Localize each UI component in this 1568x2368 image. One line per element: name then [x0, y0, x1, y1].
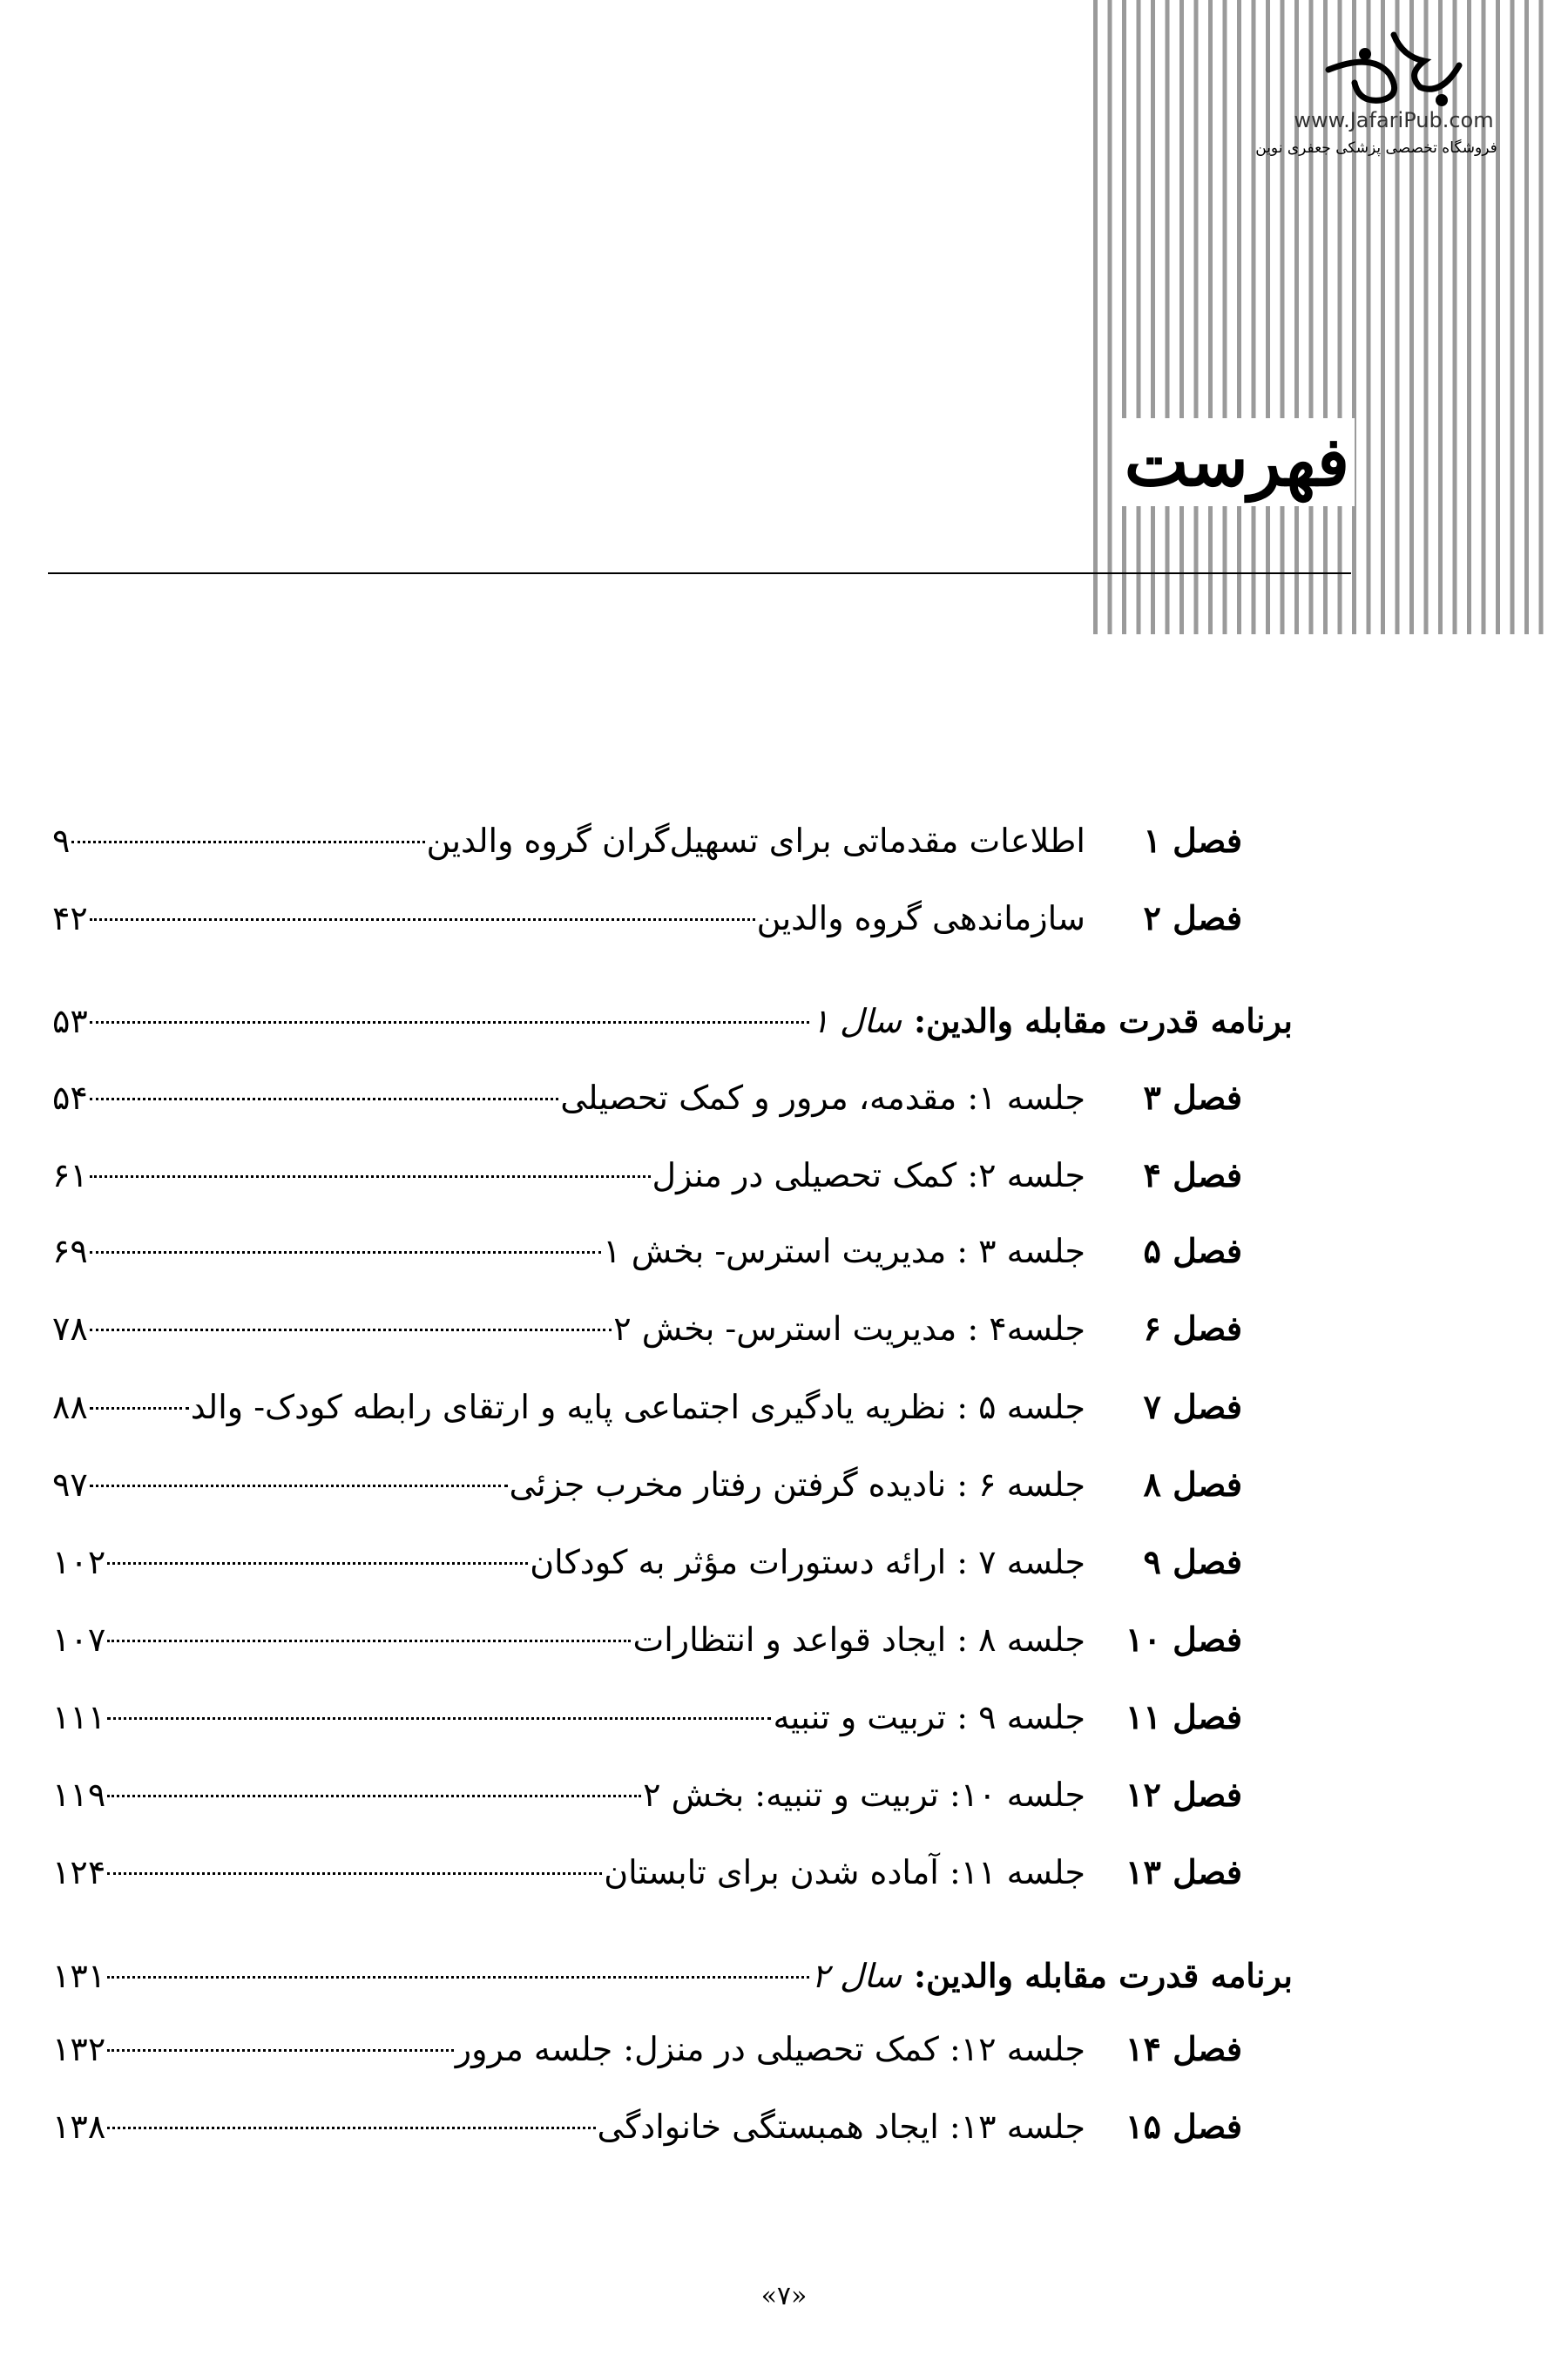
entry-page-number: ۶۹	[52, 1232, 88, 1270]
entry-title: جلسه ۱۳: ایجاد همبستگی خانوادگی	[597, 2108, 1085, 2146]
entry-page-number: ۸۸	[52, 1388, 88, 1426]
dot-leader	[107, 1976, 809, 1979]
chapter-label: فصل ۸	[1143, 1465, 1242, 1504]
toc-part-heading[interactable]	[52, 1950, 1293, 2002]
dot-leader	[107, 2127, 595, 2129]
entry-title: برنامه قدرت مقابله والدین:	[914, 1956, 1293, 1995]
toc-entry[interactable]	[52, 815, 1242, 867]
dot-leader	[107, 1795, 641, 1797]
chapter-label: فصل ۹	[1143, 1542, 1242, 1581]
entry-page-number: ۵۳	[52, 1002, 88, 1040]
toc-entry[interactable]	[52, 1225, 1242, 1277]
dot-leader	[107, 1717, 771, 1720]
entry-page-number: ۱۳۸	[52, 2108, 106, 2146]
chapter-label: فصل ۵	[1143, 1231, 1242, 1270]
entry-title: جلسه ۲: کمک تحصیلی در منزل	[652, 1156, 1085, 1194]
entry-title: جلسه ۹ : تربیت و تنبیه	[773, 1698, 1085, 1736]
toc-entry[interactable]	[52, 1072, 1242, 1124]
title-divider	[48, 572, 1351, 574]
logo-url: www.JafariPub.com	[1294, 108, 1494, 132]
dot-leader	[90, 1021, 810, 1024]
dot-leader	[71, 841, 424, 843]
dot-leader	[90, 1485, 508, 1487]
toc-entry[interactable]	[52, 2023, 1242, 2075]
chapter-label: فصل ۳	[1143, 1078, 1242, 1117]
dot-leader	[90, 1098, 558, 1100]
toc-entry[interactable]	[52, 1536, 1242, 1588]
chapter-label: فصل ۱	[1143, 821, 1242, 860]
entry-title: جلسه ۵ : نظریه یادگیری اجتماعی پایه و ارتقای رابطه کودک- والد	[190, 1388, 1085, 1426]
toc-entry[interactable]	[52, 892, 1242, 944]
entry-title: جلسه ۶ : نادیده گرفتن رفتار مخرب جزئی	[509, 1465, 1085, 1504]
dot-leader	[107, 1562, 528, 1565]
toc-entry[interactable]	[52, 1614, 1242, 1666]
program-year: سال ۲	[811, 1957, 902, 1995]
toc-entry[interactable]	[52, 1458, 1242, 1511]
toc-entry[interactable]	[52, 1769, 1242, 1821]
entry-page-number: ۹	[52, 822, 71, 860]
entry-page-number: ۱۱۱	[52, 1698, 106, 1736]
dot-leader	[90, 1175, 651, 1178]
entry-page-number: ۹۷	[52, 1465, 88, 1504]
entry-page-number: ۷۸	[52, 1309, 88, 1348]
entry-page-number: ۱۲۴	[52, 1853, 106, 1891]
toc-entry[interactable]	[52, 1381, 1242, 1433]
entry-title: جلسه ۱۰: تربیت و تنبیه: بخش ۲	[643, 1776, 1085, 1814]
chapter-label: فصل ۱۰	[1125, 1620, 1242, 1659]
entry-title: جلسه ۱۱: آماده شدن برای تابستان	[604, 1853, 1085, 1891]
entry-page-number: ۱۱۹	[52, 1776, 106, 1814]
entry-page-number: ۱۳۲	[52, 2030, 106, 2068]
entry-page-number: ۱۳۱	[52, 1957, 106, 1995]
chapter-label: فصل ۱۵	[1125, 2107, 1242, 2146]
dot-leader	[90, 918, 755, 921]
toc-entry[interactable]	[52, 1302, 1242, 1355]
page-number: «۷»	[760, 2281, 808, 2311]
publisher-logo	[1255, 26, 1520, 174]
dot-leader	[90, 1329, 612, 1331]
entry-page-number: ۱۰۲	[52, 1543, 106, 1581]
chapter-label: فصل ۶	[1143, 1309, 1242, 1348]
chapter-label: فصل ۱۱	[1125, 1697, 1242, 1736]
toc-part-heading[interactable]	[52, 995, 1293, 1047]
chapter-label: فصل ۱۲	[1125, 1775, 1242, 1814]
logo-subtitle: فروشگاه تخصصی پزشکی جعفری نوین	[1255, 139, 1497, 157]
entry-title: جلسه ۳ : مدیریت استرس- بخش ۱	[603, 1232, 1085, 1270]
entry-title: جلسه ۷ : ارائه دستورات مؤثر به کودکان	[530, 1543, 1085, 1581]
chapter-label: فصل ۷	[1143, 1387, 1242, 1426]
entry-title: اطلاعات مقدماتی برای تسهیل‌گران گروه والدین	[426, 822, 1085, 860]
toc-entry[interactable]	[52, 1846, 1242, 1898]
page-title: فهرست	[1119, 418, 1355, 506]
program-year: سال ۱	[811, 1002, 902, 1040]
chapter-label: فصل ۱۳	[1125, 1852, 1242, 1891]
chapter-label: فصل ۲	[1143, 898, 1242, 937]
entry-title: جلسه ۱۲: کمک تحصیلی در منزل: جلسه مرور	[455, 2030, 1085, 2068]
entry-title: سازماندهی گروه والدین	[756, 899, 1085, 937]
entry-page-number: ۱۰۷	[52, 1620, 106, 1659]
toc-entry[interactable]	[52, 2101, 1242, 2153]
chapter-label: فصل ۱۴	[1125, 2029, 1242, 2068]
toc-entry[interactable]	[52, 1691, 1242, 1743]
entry-page-number: ۶۱	[52, 1156, 88, 1194]
entry-page-number: ۵۴	[52, 1079, 88, 1117]
dot-leader	[90, 1251, 601, 1254]
toc-entry[interactable]	[52, 1149, 1242, 1201]
entry-title: جلسه۴ : مدیریت استرس- بخش ۲	[613, 1309, 1085, 1348]
dot-leader	[107, 2049, 454, 2052]
entry-title: جلسه ۱: مقدمه، مرور و کمک تحصیلی	[560, 1079, 1085, 1117]
chapter-label: فصل ۴	[1143, 1155, 1242, 1194]
entry-title: جلسه ۸ : ایجاد قواعد و انتظارات	[632, 1620, 1085, 1659]
entry-page-number: ۴۲	[52, 899, 88, 937]
dot-leader	[90, 1407, 189, 1410]
dot-leader	[107, 1640, 631, 1642]
dot-leader	[107, 1872, 602, 1875]
entry-title: برنامه قدرت مقابله والدین:	[914, 1001, 1293, 1040]
publisher-logo-icon	[1320, 26, 1468, 113]
